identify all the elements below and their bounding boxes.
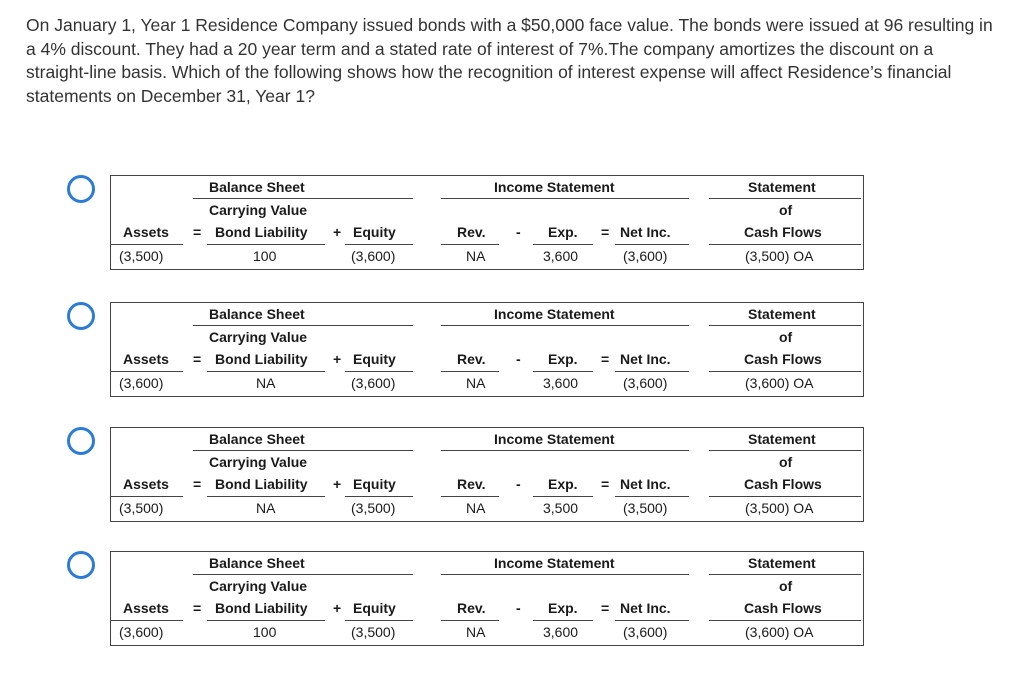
carrying-value-header: Carrying Value <box>209 202 308 218</box>
income-statement-header: Income Statement <box>494 555 615 571</box>
equals-sign: = <box>193 224 202 240</box>
equals-sign: = <box>601 600 610 616</box>
statement-header: Statement <box>748 431 816 447</box>
equals-sign: = <box>601 476 610 492</box>
bond-liability-header: Bond Liability <box>215 224 308 240</box>
cash-flows-header: Cash Flows <box>744 224 822 240</box>
net-income-value: (3,600) <box>623 248 668 264</box>
expense-value: 3,600 <box>543 375 579 391</box>
balance-sheet-header: Balance Sheet <box>209 431 305 447</box>
radio-button[interactable] <box>67 175 95 203</box>
cash-flows-value: (3,500) OA <box>745 500 814 516</box>
cash-flows-header: Cash Flows <box>744 351 822 367</box>
net-income-value: (3,500) <box>623 500 668 516</box>
revenue-header: Rev. <box>457 600 486 616</box>
assets-value: (3,500) <box>119 500 164 516</box>
income-statement-header: Income Statement <box>494 306 615 322</box>
revenue-header: Rev. <box>457 351 486 367</box>
of-header: of <box>779 329 793 345</box>
equals-sign: = <box>193 351 202 367</box>
answer-option-4[interactable] <box>0 551 1024 651</box>
equity-header: Equity <box>353 600 396 616</box>
expense-value: 3,600 <box>543 248 579 264</box>
equity-value: (3,500) <box>351 624 396 640</box>
expense-value: 3,500 <box>543 500 579 516</box>
carrying-value-header: Carrying Value <box>209 578 308 594</box>
balance-sheet-header: Balance Sheet <box>209 555 305 571</box>
income-statement-header: Income Statement <box>494 179 615 195</box>
answer-table <box>110 175 864 270</box>
radio-button[interactable] <box>67 427 95 455</box>
revenue-header: Rev. <box>457 224 486 240</box>
assets-value: (3,500) <box>119 248 164 264</box>
answer-table <box>110 551 864 646</box>
revenue-value: NA <box>466 624 486 640</box>
radio-button[interactable] <box>67 551 95 579</box>
plus-sign: + <box>333 351 342 367</box>
cash-flows-header: Cash Flows <box>744 600 822 616</box>
net-income-value: (3,600) <box>623 624 668 640</box>
expense-value: 3,600 <box>543 624 579 640</box>
answer-table <box>110 302 864 397</box>
bond-liability-value: 100 <box>253 248 277 264</box>
net-income-header: Net Inc. <box>620 600 671 616</box>
equity-value: (3,600) <box>351 375 396 391</box>
bond-liability-value: 100 <box>253 624 277 640</box>
equity-header: Equity <box>353 351 396 367</box>
minus-sign: - <box>516 600 521 616</box>
bond-liability-header: Bond Liability <box>215 600 308 616</box>
minus-sign: - <box>516 351 521 367</box>
assets-header: Assets <box>123 600 169 616</box>
assets-header: Assets <box>123 224 169 240</box>
cash-flows-header: Cash Flows <box>744 476 822 492</box>
net-income-header: Net Inc. <box>620 224 671 240</box>
net-income-header: Net Inc. <box>620 476 671 492</box>
revenue-header: Rev. <box>457 476 486 492</box>
cash-flows-value: (3,600) OA <box>745 624 814 640</box>
statement-header: Statement <box>748 555 816 571</box>
expense-header: Exp. <box>548 600 578 616</box>
equity-value: (3,500) <box>351 500 396 516</box>
bond-liability-header: Bond Liability <box>215 476 308 492</box>
net-income-value: (3,600) <box>623 375 668 391</box>
carrying-value-header: Carrying Value <box>209 454 308 470</box>
equals-sign: = <box>601 224 610 240</box>
income-statement-header: Income Statement <box>494 431 615 447</box>
plus-sign: + <box>333 476 342 492</box>
equity-header: Equity <box>353 476 396 492</box>
bond-liability-value: NA <box>256 500 276 516</box>
question-text: On January 1, Year 1 Residence Company issued bonds with a $50,000 face value. The bonds were issued at 96 resulting in a 4% discount. They had a 20 year term and a stated rate of interest of 7%.The company amortizes the discount on a straight-line basis. Which of the following shows how the recognition of interest expense will affect Residence’s financial statements on December 31, Year 1? <box>26 15 993 106</box>
expense-header: Exp. <box>548 476 578 492</box>
of-header: of <box>779 454 793 470</box>
assets-value: (3,600) <box>119 375 164 391</box>
plus-sign: + <box>333 600 342 616</box>
expense-header: Exp. <box>548 351 578 367</box>
radio-button[interactable] <box>67 302 95 330</box>
balance-sheet-header: Balance Sheet <box>209 306 305 322</box>
equals-sign: = <box>601 351 610 367</box>
assets-header: Assets <box>123 476 169 492</box>
net-income-header: Net Inc. <box>620 351 671 367</box>
bond-liability-value: NA <box>256 375 276 391</box>
of-header: of <box>779 578 793 594</box>
answer-option-1[interactable] <box>0 175 1024 275</box>
of-header: of <box>779 202 793 218</box>
carrying-value-header: Carrying Value <box>209 329 308 345</box>
revenue-value: NA <box>466 248 486 264</box>
plus-sign: + <box>333 224 342 240</box>
minus-sign: - <box>516 224 521 240</box>
equity-header: Equity <box>353 224 396 240</box>
revenue-value: NA <box>466 375 486 391</box>
answer-option-3[interactable] <box>0 427 1024 527</box>
statement-header: Statement <box>748 306 816 322</box>
assets-value: (3,600) <box>119 624 164 640</box>
revenue-value: NA <box>466 500 486 516</box>
equity-value: (3,600) <box>351 248 396 264</box>
equals-sign: = <box>193 600 202 616</box>
cash-flows-value: (3,500) OA <box>745 248 814 264</box>
bond-liability-header: Bond Liability <box>215 351 308 367</box>
equals-sign: = <box>193 476 202 492</box>
answer-table <box>110 427 864 522</box>
answer-option-2[interactable] <box>0 302 1024 402</box>
expense-header: Exp. <box>548 224 578 240</box>
assets-header: Assets <box>123 351 169 367</box>
balance-sheet-header: Balance Sheet <box>209 179 305 195</box>
statement-header: Statement <box>748 179 816 195</box>
minus-sign: - <box>516 476 521 492</box>
cash-flows-value: (3,600) OA <box>745 375 814 391</box>
